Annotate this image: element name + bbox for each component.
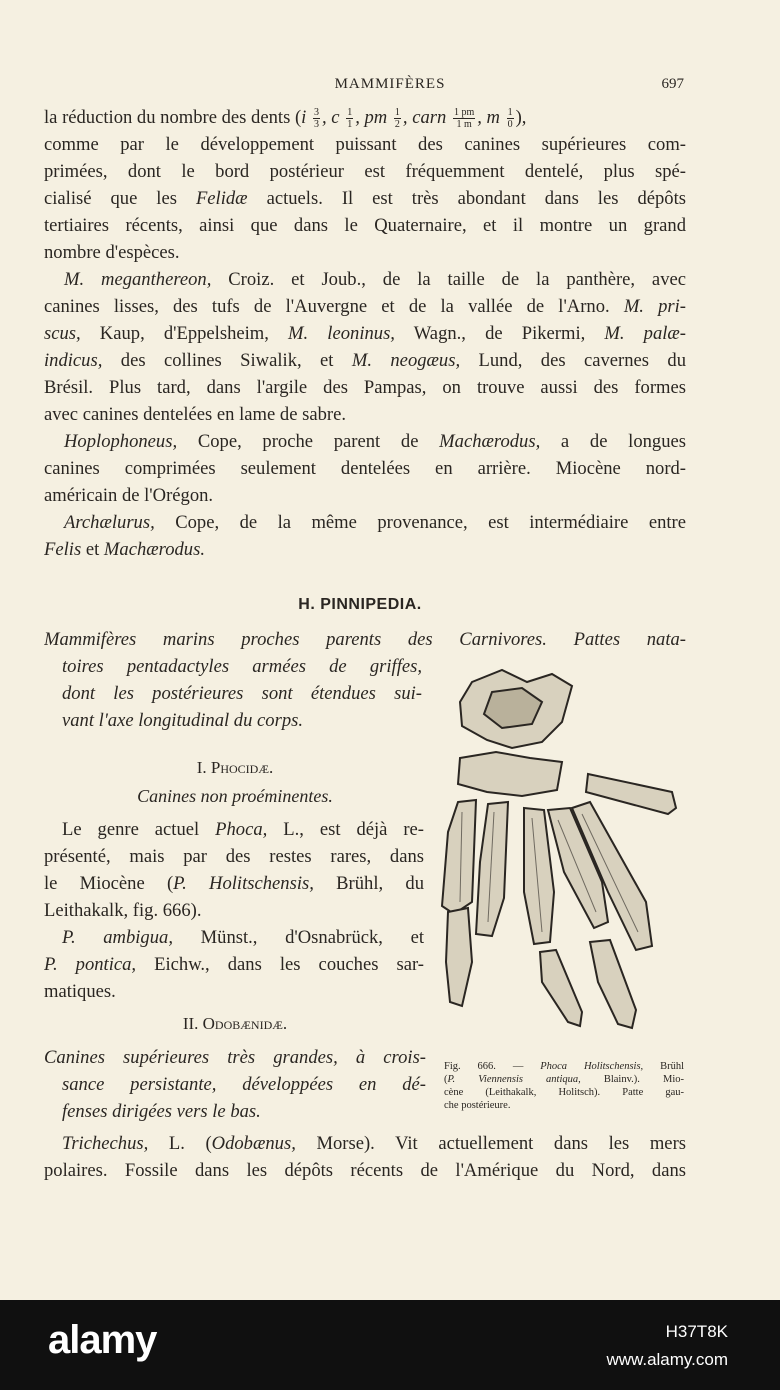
page-number: 697 — [661, 76, 684, 92]
text-line: tertiaires récents, ainsi que dans le Quaternaire, et il montre un grand — [44, 215, 686, 236]
odobaenidae-description-cont — [62, 1071, 426, 1125]
text-line: Leithakalk, fig. 666). — [44, 900, 202, 921]
odobaenidae-description — [44, 1044, 426, 1071]
caption-line: Fig. 666. — Phoca Holitschensis, Brühl — [444, 1061, 684, 1072]
stock-footer — [0, 1300, 780, 1390]
text-line: Le genre actuel Phoca, L., est déjà re- — [62, 819, 424, 840]
text-line: américain de l'Orégon. — [44, 485, 214, 506]
text-line: cialisé que les Felidæ actuels. Il est très abondant dans les dépôts — [44, 188, 686, 209]
text-line: Hoplophoneus, Cope, proche parent de Machærodus, a de longues — [64, 431, 686, 452]
text-line: comme par le développement puissant des canines supérieures com- — [44, 134, 686, 155]
caption-line: cène (Leithakalk, Holitsch). Patte gau- — [444, 1087, 684, 1098]
subheading-odobaenidae: II. Odobænidæ. — [182, 1014, 288, 1033]
text-line: polaires. Fossile dans les dépôts récents de l'Amérique du Nord, dans — [44, 1160, 686, 1181]
text-line: fenses dirigées vers le bas. — [62, 1101, 261, 1122]
text-line: sance persistante, développées en dé- — [62, 1074, 426, 1095]
text-line: Canines supérieures très grandes, à crois- — [44, 1047, 426, 1068]
paragraph-archaelurus — [44, 509, 686, 563]
text-line: Brésil. Plus tard, dans l'argile des Pampas, on trouve aussi des formes — [44, 377, 686, 398]
text-line: dont les postérieures sont étendues sui- — [62, 683, 422, 704]
phoca-hind-foot-illustration — [432, 662, 692, 1040]
text-line: Trichechus, L. (Odobænus, Morse). Vit actuellement dans les mers — [62, 1133, 686, 1154]
section-intro-cont — [62, 653, 422, 734]
caption-line: che postérieure. — [444, 1100, 511, 1111]
running-title: MAMMIFÈRES — [334, 76, 446, 92]
figure-caption — [444, 1060, 684, 1112]
fraction: $\frac{3}{3}$ — [313, 107, 319, 131]
subheading-phocidae: I. Phocidæ. — [196, 758, 274, 777]
text-line: nombre d'espèces. — [44, 242, 180, 263]
running-head — [0, 74, 780, 98]
paragraph-hoplophoneus — [44, 428, 686, 509]
text-line: toires pentadactyles armées de griffes, — [62, 656, 422, 677]
text-line: M. meganthereon, Croiz. et Joub., de la taille de la panthère, avec — [64, 269, 686, 290]
text-line: matiques. — [44, 981, 116, 1002]
text-line: primées, dont le bord postérieur est fréquemment dentelé, plus spé- — [44, 161, 686, 182]
text-line: Archælurus, Cope, de la même provenance, est intermédiaire entre — [64, 512, 686, 533]
image-id: H37T8K — [665, 1322, 728, 1341]
paragraph-dentition — [44, 104, 686, 266]
section-title: H. PINNIPEDIA. — [298, 596, 422, 613]
text-line: scus, Kaup, d'Eppelsheim, M. leoninus, Wagn., de Pikermi, M. palæ- — [44, 323, 686, 344]
paragraph-phoca — [44, 816, 424, 1005]
brand-logo: alamy — [48, 1318, 157, 1362]
footer-url[interactable]: www.alamy.com — [606, 1350, 728, 1369]
text-line: canines lisses, des tufs de l'Auvergne et de la vallée de l'Arno. M. pri- — [44, 296, 686, 317]
phocidae-tagline: Canines non proéminentes. — [137, 786, 333, 806]
text-line: le Miocène (P. Holitschensis, Brühl, du — [44, 873, 424, 894]
text-line: vant l'axe longitudinal du corps. — [62, 710, 304, 731]
text-line: présenté, mais par des restes rares, dans — [44, 846, 424, 867]
fraction: $\frac{1}{2}$ — [394, 107, 400, 131]
text-line: indicus, des collines Siwalik, et M. neogæus, Lund, des cavernes du — [44, 350, 686, 371]
caption-line: (P. Viennensis antiqua, Blainv.). Mio- — [444, 1074, 684, 1085]
text-line: Felis et Machærodus. — [44, 539, 205, 560]
fraction: $\frac{1}{0}$ — [507, 107, 513, 131]
paragraph-machaerodus-species — [44, 266, 686, 428]
text-line: P. pontica, Eichw., dans les couches sar- — [44, 954, 424, 975]
section-intro — [44, 626, 686, 653]
fraction: $\frac{1 pm}{1 m}$ — [453, 107, 475, 131]
text-line: P. ambigua, Münst., d'Osnabrück, et — [62, 927, 424, 948]
fraction: $\frac{1}{1}$ — [347, 107, 353, 131]
text-line: la réduction du nombre des dents (i $\frac{3}{3}$ , c $\frac{1}{1}$ , pm $\frac{1}{2}$ , carn $\frac{1 pm}{1 m}$ , m $\frac{1}{0}$ ), — [44, 107, 527, 131]
text-line: canines comprimées seulement dentelées en arrière. Miocène nord- — [44, 458, 686, 479]
text-line: avec canines dentelées en lame de sabre. — [44, 404, 346, 425]
text-line: Mammifères marins proches parents des Carnivores. Pattes nata- — [44, 629, 686, 650]
paragraph-trichechus — [44, 1130, 686, 1184]
